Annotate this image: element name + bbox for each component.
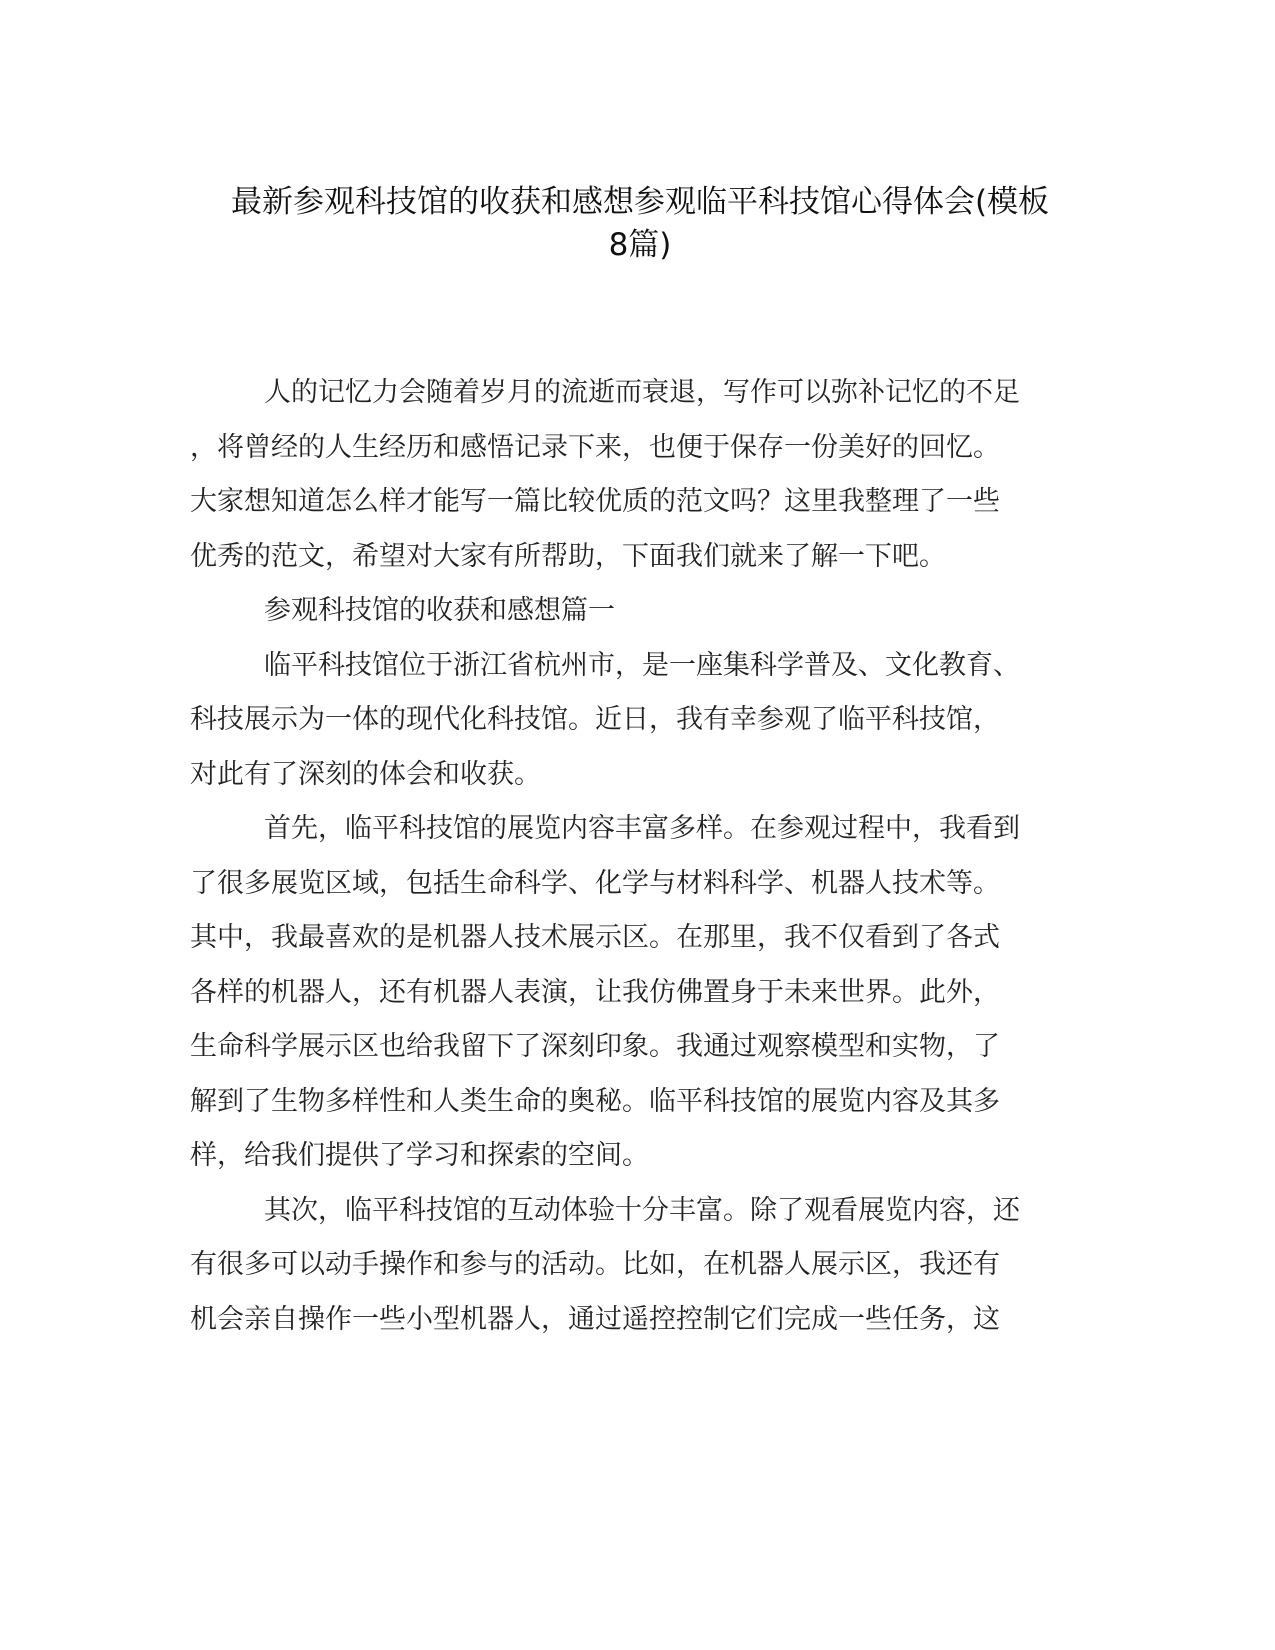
body-line: 大家想知道怎么样才能写一篇比较优质的范文吗？这里我整理了一些 [190, 486, 1000, 517]
body-line: 首先，临平科技馆的展览内容丰富多样。在参观过程中，我看到 [264, 813, 1020, 844]
body-line: 机会亲自操作一些小型机器人，通过遥控控制它们完成一些任务，这 [190, 1303, 1000, 1335]
document-body [190, 366, 1080, 1347]
body-line: ，将曾经的人生经历和感悟记录下来，也便于保存一份美好的回忆。 [190, 431, 1000, 463]
title-line-2: 8篇) [608, 227, 672, 263]
body-line: 优秀的范文，希望对大家有所帮助，下面我们就来了解一下吧。 [190, 540, 946, 572]
body-line: 各样的机器人，还有机器人表演，让我仿佛置身于未来世界。此外， [190, 976, 1000, 1008]
title-line-1: 最新参观科技馆的收获和感想参观临平科技馆心得体会(模板 [230, 184, 1050, 220]
body-line: 其次，临平科技馆的互动体验十分丰富。除了观看展览内容，还 [264, 1194, 1020, 1226]
document-title [160, 181, 1120, 267]
body-line: 科技展示为一体的现代化科技馆。近日，我有幸参观了临平科技馆， [190, 704, 1000, 735]
body-line: 临平科技馆位于浙江省杭州市，是一座集科学普及、文化教育、 [264, 649, 1020, 681]
body-line: 生命科学展示区也给我留下了深刻印象。我通过观察模型和实物，了 [190, 1031, 1000, 1062]
body-line: 样，给我们提供了学习和探索的空间。 [190, 1140, 649, 1171]
body-line: 解到了生物多样性和人类生命的奥秘。临平科技馆的展览内容及其多 [190, 1085, 1000, 1117]
body-line: 有很多可以动手操作和参与的活动。比如，在机器人展示区，我还有 [190, 1249, 1000, 1280]
body-line: 对此有了深刻的体会和收获。 [190, 758, 541, 790]
body-line: 了很多展览区域，包括生命科学、化学与材料科学、机器人技术等。 [190, 867, 1000, 899]
body-line: 其中，我最喜欢的是机器人技术展示区。在那里，我不仅看到了各式 [190, 922, 1000, 953]
body-line: 人的记忆力会随着岁月的流逝而衰退，写作可以弥补记忆的不足 [264, 377, 1020, 408]
section-heading: 参观科技馆的收获和感想篇一 [264, 595, 615, 626]
